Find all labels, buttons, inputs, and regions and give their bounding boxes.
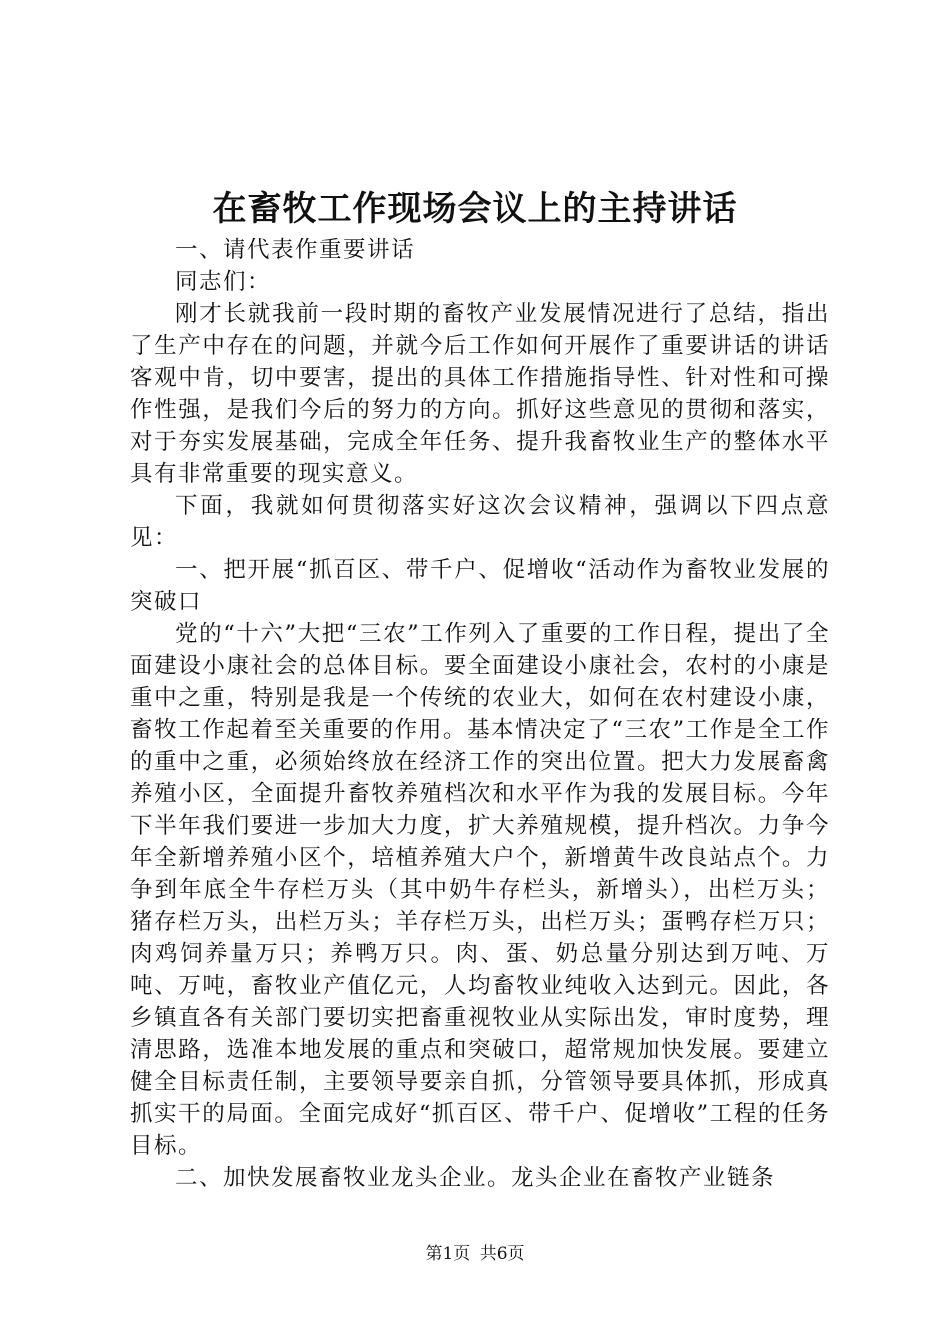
page-total: 共6页 [479, 1244, 525, 1264]
section-heading: 一、请代表作重要讲话 [175, 237, 416, 263]
body-paragraph: 党的“十六”大把“三农”工作列入了重要的工作日程，提出了全面建设小康社会的总体目标。要全面建设小康社会，农村的小康是重中之重，特别是我是一个传统的农业大，如何在农村建设小康，畜牧工作起着至关重要的作用。基本情决定了“三农”工作是全工作的重中之重，必须始终放在经济工作的突出位置。把大力发展畜禽养殖小区，全面提升畜牧养殖档次和水平作为我的发展目标。今年下半年我们要进一步加大力度，扩大养殖规模，提升档次。力争今年全新增养殖小区个，培植养殖大户个，新增黄牛改良站点个。力争到年底全牛存栏万头（其中奶牛存栏头，新增头），出栏万头；猪存栏万头，出栏万头；羊存栏万头，出栏万头；蛋鸭存栏万只；肉鸡饲养量万只；养鸭万只。肉、蛋、奶总量分别达到万吨、万吨、万吨，畜牧业产值亿元，人均畜牧业纯收入达到元。因此，各乡镇直各有关部门要切实把畜重视牧业从实际出发，审时度势，理清思路，选准本地发展的重点和突破口，超常规加快发展。要建立健全目标责任制，主要领导要亲自抓，分管领导要具体抓，形成真抓实干的局面。全面完成好“抓百区、带千户、促增收”工程的任务目标。 [130, 621, 830, 1159]
body-paragraph: 刚才长就我前一段时期的畜牧产业发展情况进行了总结，指出了生产中存在的问题，并就今后工作如何开展作了重要讲话的讲话客观中肯，切中要害，提出的具体工作措施指导性、针对性和可操作性强，是我们今后的努力的方向。抓好这些意见的贯彻和落实，对于夯实发展基础，完成全年任务、提升我畜牧业生产的整体水平具有非常重要的现实意义。 [130, 301, 830, 487]
body-paragraph: 二、加快发展畜牧业龙头企业。龙头企业在畜牧产业链条 [175, 1165, 776, 1191]
document-title: 在畜牧工作现场会议上的主持讲话 [212, 189, 738, 229]
section-heading: 一、把开展“抓百区、带千户、促增收“活动作为畜牧业发展的突破口 [130, 557, 830, 615]
salutation: 同志们： [175, 269, 272, 295]
document-body [130, 234, 830, 1194]
page-footer [0, 1242, 950, 1266]
page-number: 第1页 [425, 1244, 471, 1264]
body-paragraph: 下面，我就如何贯彻落实好这次会议精神，强调以下四点意见： [130, 493, 830, 551]
